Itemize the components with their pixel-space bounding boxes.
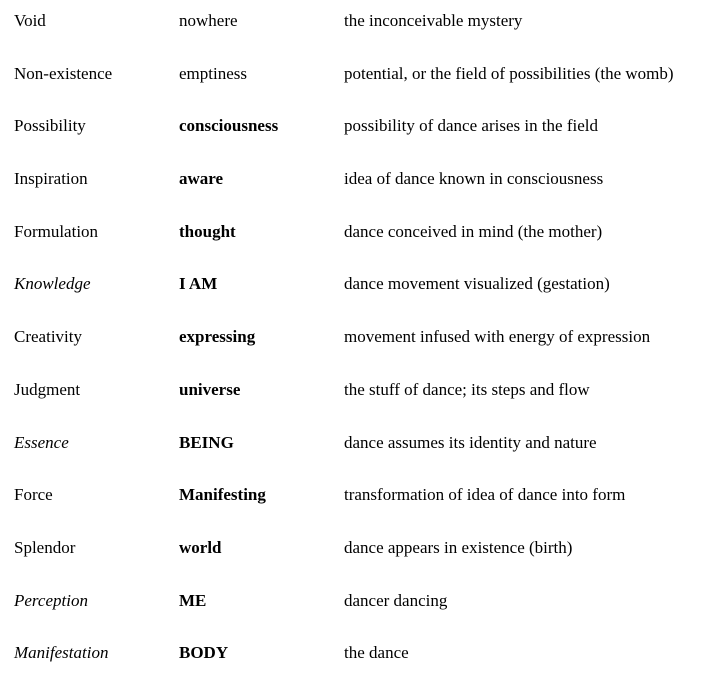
- keyword-cell: world: [179, 537, 222, 557]
- stage-cell: Force: [14, 485, 53, 505]
- keyword-cell: universe: [179, 379, 241, 399]
- table-row: [14, 433, 714, 486]
- dance-correspondence-table: [14, 11, 714, 696]
- stage-cell: Non-existence: [14, 63, 113, 83]
- keyword-cell: expressing: [179, 327, 256, 347]
- stage-cell: Essence: [14, 432, 69, 452]
- keyword-cell: aware: [179, 169, 224, 189]
- keyword-cell: nowhere: [179, 11, 238, 30]
- description-cell: dancer dancing: [344, 590, 448, 610]
- description-cell: idea of dance known in consciousness: [344, 169, 604, 189]
- stage-cell: Formulation: [14, 221, 99, 241]
- keyword-cell: consciousness: [179, 116, 279, 136]
- description-cell: dance movement visualized (gestation): [344, 274, 610, 294]
- keyword-cell: emptiness: [179, 63, 247, 83]
- table-row: [14, 643, 714, 696]
- stage-cell: Knowledge: [14, 274, 91, 294]
- description-cell: dance appears in existence (birth): [344, 537, 573, 557]
- description-cell: the dance: [344, 643, 409, 663]
- description-cell: the inconceivable mystery: [344, 11, 523, 30]
- description-cell: dance conceived in mind (the mother): [344, 221, 603, 241]
- keyword-cell: BEING: [179, 432, 234, 452]
- table-row: [14, 380, 714, 433]
- table-row: [14, 116, 714, 169]
- stage-cell: Perception: [14, 590, 88, 610]
- keyword-cell: thought: [179, 221, 236, 241]
- table-row: [14, 64, 714, 117]
- keyword-cell: I AM: [179, 274, 218, 294]
- stage-cell: Inspiration: [14, 169, 88, 189]
- description-cell: transformation of idea of dance into form: [344, 485, 626, 505]
- description-cell: the stuff of dance; its steps and flow: [344, 379, 590, 399]
- table-row: [14, 169, 714, 222]
- stage-cell: Splendor: [14, 537, 76, 557]
- table-row: [14, 11, 714, 64]
- keyword-cell: BODY: [179, 643, 229, 663]
- stage-cell: Possibility: [14, 116, 86, 136]
- stage-cell: Void: [14, 11, 46, 30]
- table-row: [14, 222, 714, 275]
- keyword-cell: Manifesting: [179, 485, 266, 505]
- keyword-cell: ME: [179, 590, 207, 610]
- stage-cell: Judgment: [14, 379, 81, 399]
- description-cell: dance assumes its identity and nature: [344, 432, 597, 452]
- description-cell: movement infused with energy of expression: [344, 327, 651, 347]
- description-cell: potential, or the field of possibilities (the womb): [344, 63, 674, 83]
- stage-cell: Manifestation: [14, 643, 109, 663]
- table-row: [14, 591, 714, 644]
- description-cell: possibility of dance arises in the field: [344, 116, 598, 136]
- table-row: [14, 274, 714, 327]
- table-row: [14, 485, 714, 538]
- table-row: [14, 327, 714, 380]
- stage-cell: Creativity: [14, 327, 82, 347]
- table-row: [14, 538, 714, 591]
